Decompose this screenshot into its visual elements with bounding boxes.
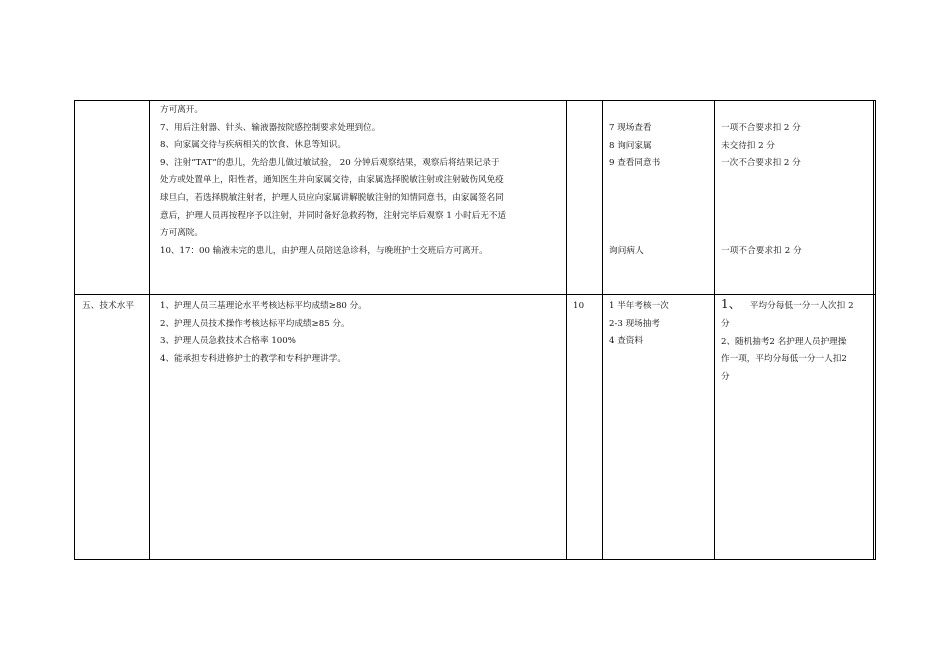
table-right-border-inner — [873, 100, 874, 560]
method-line: 9 查看同意书 — [609, 158, 661, 169]
content-line: 意后，护理人员再按程序予以注射，并同时备好急救药物，注射完毕后观察 1 小时后无不适 — [160, 210, 507, 221]
row-a-deduct-last: 一项不合要求扣 2 分 — [721, 246, 802, 256]
content-line: 方可离开。 — [160, 105, 203, 115]
deduct-line: 分 — [721, 371, 730, 382]
method-line: 7 现场查看 — [609, 123, 652, 133]
deduct-line: 分 — [721, 319, 730, 329]
content-line: 2、护理人员技术操作考核达标平均成绩≥85 分。 — [160, 318, 350, 329]
content-line: 7、用后注射器、针头、输液器按院感控制要求处理到位。 — [160, 122, 381, 133]
content-line: 8、向家属交待与疾病相关的饮食、休息等知识。 — [160, 140, 346, 151]
deduct-line: 未交待扣 2 分 — [721, 140, 775, 151]
content-line: 1、护理人员三基理论水平考核达标平均成绩≥80 分。 — [160, 301, 367, 311]
content-line: 10、17：00 输液未完的患儿，由护理人员陪送急诊科，与晚班护士交班后方可离开。 — [160, 245, 488, 256]
table-right-border — [875, 100, 876, 560]
col-divider-score — [602, 100, 603, 560]
row-a-method — [609, 120, 660, 173]
item-number: 1、 — [721, 297, 741, 311]
method-line: 4 查资料 — [609, 336, 643, 347]
method-line: 1 半年考核一次 — [609, 301, 669, 311]
content-line: 球旦白，若选择脱敏注射者，护理人员应向家属讲解脱敏注射的知情同意书，由家属签名同 — [160, 192, 504, 203]
row-divider — [74, 294, 876, 295]
row-a-content — [160, 102, 506, 260]
col-divider-method — [714, 100, 715, 560]
content-line: 处方或处置单上，阳性者，通知医生并向家属交待，由家属选择脱敏注射或注射破伤风免疫 — [160, 175, 504, 186]
row-b-deduct — [721, 316, 847, 386]
deduct-line: 作一项，平均分每低一分一人扣2 — [721, 354, 847, 365]
item-text: 平均分每低一分一人次扣 2 — [749, 301, 854, 311]
row-b-category: 五、技术水平 — [82, 301, 135, 311]
row-b-deduct-item1 — [721, 296, 854, 315]
row-b-score: 10 — [573, 301, 585, 311]
content-line: 4、能承担专科进修护士的教学和专科护理讲学。 — [160, 353, 346, 364]
row-a-deduct — [721, 120, 801, 173]
deduct-line: 2、随机抽考2 名护理人员护理操 — [721, 336, 847, 347]
table-top-border — [74, 100, 876, 101]
deduct-line: 一次不合要求扣 2 分 — [721, 158, 801, 169]
row-b-content — [160, 298, 367, 368]
content-line: 方可离院。 — [160, 228, 203, 239]
deduct-line: 一项不合要求扣 2 分 — [721, 123, 801, 133]
content-line: 9、注射“TAT”的患儿，先给患儿做过敏试验， 20 分钟后观察结果，观察后将结果记录于 — [160, 157, 500, 168]
col-divider-category — [149, 100, 150, 560]
row-a-method-last: 询问病人 — [609, 246, 644, 256]
method-line: 2-3 现场抽考 — [609, 318, 660, 329]
table-bottom-border — [74, 559, 876, 560]
col-divider-content — [566, 100, 567, 560]
table-left-border — [74, 100, 75, 560]
method-line: 8 询问家属 — [609, 140, 652, 151]
row-b-method — [609, 298, 669, 351]
content-line: 3、护理人员急救技术合格率 100% — [160, 336, 296, 347]
